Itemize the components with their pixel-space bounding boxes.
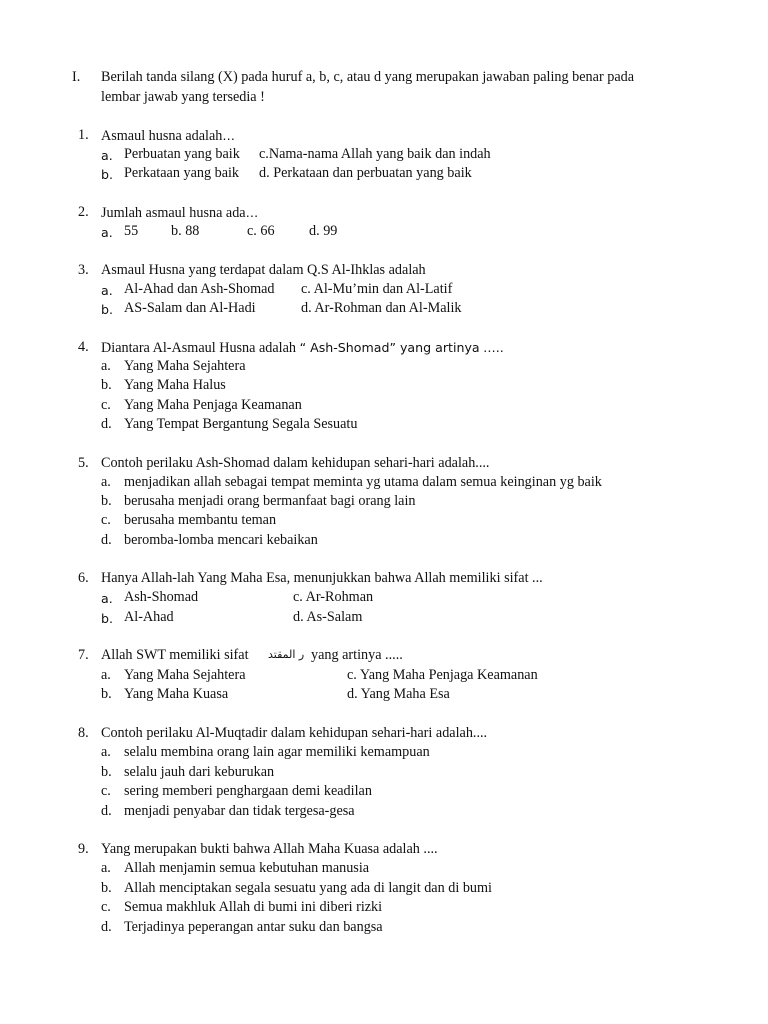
question-5-number: 5. — [78, 455, 89, 471]
question-7-number: 7. — [78, 647, 89, 663]
question-4-option-b: Yang Maha Halus — [124, 377, 226, 393]
question-4-option-d: Yang Tempat Bergantung Segala Sesuatu — [124, 416, 358, 432]
question-1-number: 1. — [78, 127, 89, 143]
question-3-label-a: a. — [101, 283, 113, 298]
question-2-option-d: d. 99 — [309, 223, 338, 239]
question-3-stem: Asmaul Husna yang terdapat dalam Q.S Al-Ihklas adalah — [101, 262, 426, 278]
question-3-option-c: c. Al-Mu’min dan Al-Latif — [301, 281, 453, 297]
question-5-label-c: c. — [101, 512, 111, 528]
question-9-label-c: c. — [101, 899, 111, 915]
question-1-stem: Asmaul husna adalah… — [101, 128, 235, 144]
question-5-option-a: menjadikan allah sebagai tempat meminta yg utama dalam semua keinginan yg baik — [124, 474, 602, 490]
question-8-stem: Contoh perilaku Al-Muqtadir dalam kehidupan sehari-hari adalah.... — [101, 725, 488, 741]
question-8-label-a: a. — [101, 744, 111, 760]
question-4-label-c: c. — [101, 397, 111, 413]
question-1-label-b: b. — [101, 167, 113, 182]
question-7-option-d: d. Yang Maha Esa — [347, 686, 450, 702]
question-9-option-a: Allah menjamin semua kebutuhan manusia — [124, 860, 370, 876]
question-9-label-a: a. — [101, 860, 111, 876]
instruction-number: I. — [72, 69, 81, 85]
question-2-option-b: b. 88 — [171, 223, 200, 239]
question-5-option-d: beromba-lomba mencari kebaikan — [124, 532, 318, 548]
question-8-label-b: b. — [101, 764, 112, 780]
question-1-label-a: a. — [101, 148, 113, 163]
instruction-line-1: Berilah tanda silang (X) pada huruf a, b, c, atau d yang merupakan jawaban paling benar pada — [101, 69, 635, 85]
question-9-stem: Yang merupakan bukti bahwa Allah Maha Kuasa adalah .... — [101, 841, 438, 857]
question-9-option-b: Allah menciptakan segala sesuatu yang ada di langit dan di bumi — [124, 880, 492, 896]
question-4-stem: Diantara Al-Asmaul Husna adalah “ Ash-Shomad” yang artinya ….. — [101, 340, 504, 356]
question-2-number: 2. — [78, 204, 89, 220]
question-4-label-b: b. — [101, 377, 112, 393]
question-6-label-b: b. — [101, 611, 113, 626]
question-5-stem: Contoh perilaku Ash-Shomad dalam kehidupan sehari-hari adalah.... — [101, 455, 490, 471]
question-5-label-d: d. — [101, 532, 112, 548]
question-4-option-a: Yang Maha Sejahtera — [124, 358, 246, 374]
question-9-option-d: Terjadinya peperangan antar suku dan bangsa — [124, 919, 383, 935]
question-8-option-d: menjadi penyabar dan tidak tergesa-gesa — [124, 803, 355, 819]
question-7-arabic-term: ر المقتد — [268, 648, 305, 661]
question-6-option-b: Al-Ahad — [124, 609, 174, 625]
question-2-label-a: a. — [101, 225, 113, 240]
question-9-label-b: b. — [101, 880, 112, 896]
question-4-number: 4. — [78, 339, 89, 355]
question-8-option-c: sering memberi penghargaan demi keadilan — [124, 783, 372, 799]
question-5-option-b: berusaha menjadi orang bermanfaat bagi orang lain — [124, 493, 416, 509]
question-4-label-d: d. — [101, 416, 112, 432]
question-3-option-b: AS-Salam dan Al-Hadi — [124, 300, 256, 316]
question-3-option-d: d. Ar-Rohman dan Al-Malik — [301, 300, 462, 316]
question-8-option-a: selalu membina orang lain agar memiliki kemampuan — [124, 744, 430, 760]
question-7-label-b: b. — [101, 686, 112, 702]
question-6-label-a: a. — [101, 591, 113, 606]
question-3-number: 3. — [78, 262, 89, 278]
question-7-option-a: Yang Maha Sejahtera — [124, 667, 246, 683]
question-1-option-d: d. Perkataan dan perbuatan yang baik — [259, 165, 472, 181]
question-9-option-c: Semua makhluk Allah di bumi ini diberi rizki — [124, 899, 383, 915]
question-5-label-b: b. — [101, 493, 112, 509]
question-1-option-a: Perbuatan yang baik — [124, 146, 240, 162]
question-1-option-c: c.Nama-nama Allah yang baik dan indah — [259, 146, 491, 162]
question-2-stem: Jumlah asmaul husna ada… — [101, 205, 259, 221]
question-9-label-d: d. — [101, 919, 112, 935]
question-6-option-d: d. As-Salam — [293, 609, 363, 625]
question-8-number: 8. — [78, 725, 89, 741]
question-7-label-a: a. — [101, 667, 111, 683]
question-6-option-c: c. Ar-Rohman — [293, 589, 374, 605]
instruction-line-2: lembar jawab yang tersedia ! — [101, 89, 265, 105]
question-9-number: 9. — [78, 841, 89, 857]
question-5-option-c: berusaha membantu teman — [124, 512, 277, 528]
question-7-option-c: c. Yang Maha Penjaga Keamanan — [347, 667, 538, 683]
question-6-stem: Hanya Allah-lah Yang Maha Esa, menunjukkan bahwa Allah memiliki sifat ... — [101, 570, 543, 586]
question-4-label-a: a. — [101, 358, 111, 374]
question-2-option-a: 55 — [124, 223, 139, 239]
question-6-option-a: Ash-Shomad — [124, 589, 199, 605]
question-4-option-c: Yang Maha Penjaga Keamanan — [124, 397, 302, 413]
question-3-label-b: b. — [101, 302, 113, 317]
question-7-option-b: Yang Maha Kuasa — [124, 686, 229, 702]
question-3-option-a: Al-Ahad dan Ash-Shomad — [124, 281, 275, 297]
question-8-option-b: selalu jauh dari keburukan — [124, 764, 275, 780]
question-7-stem-end: yang artinya ..... — [311, 647, 403, 663]
question-5-label-a: a. — [101, 474, 111, 490]
question-2-option-c: c. 66 — [247, 223, 275, 239]
question-8-label-d: d. — [101, 803, 112, 819]
question-6-number: 6. — [78, 570, 89, 586]
question-7-stem-start: Allah SWT memiliki sifat — [101, 647, 249, 663]
question-1-option-b: Perkataan yang baik — [124, 165, 240, 181]
question-8-label-c: c. — [101, 783, 111, 799]
